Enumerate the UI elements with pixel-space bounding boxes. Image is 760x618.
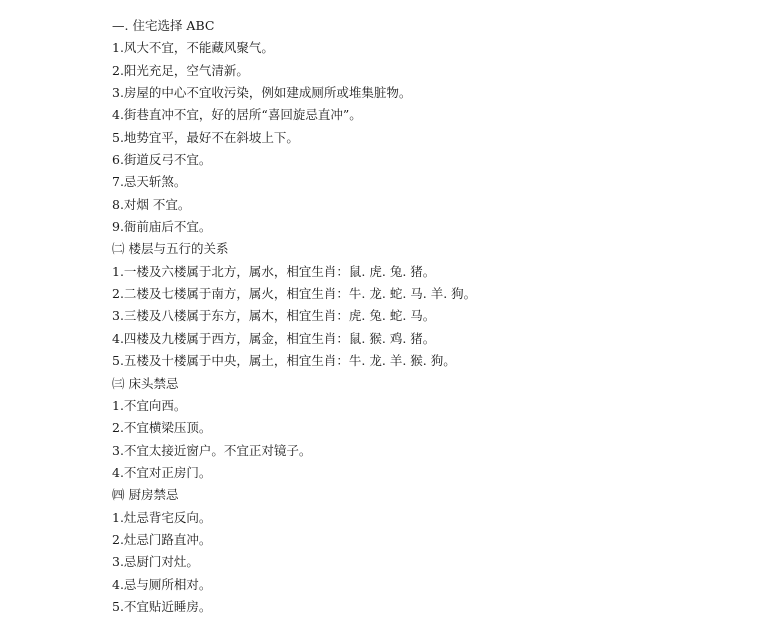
list-item: 1.灶忌背宅反向。 (112, 509, 212, 525)
list-item: 7.忌天斩煞。 (112, 174, 187, 190)
section-heading: —. 住宅选择 ABC (112, 18, 215, 33)
list-item: 1.一楼及六楼属于北方，属水，相宜生肖：鼠. 虎. 兔. 猪。 (112, 263, 436, 279)
document-body (112, 15, 732, 618)
list-item: 3.房屋的中心不宜收污染，例如建成厕所或堆集脏物。 (112, 85, 412, 101)
list-item: 4.四楼及九楼属于西方，属金，相宜生肖：鼠. 猴. 鸡. 猪。 (112, 330, 436, 346)
list-item: 1.风大不宜，不能藏风聚气。 (112, 40, 274, 56)
list-item: 5.地势宜平，最好不在斜坡上下。 (112, 129, 299, 145)
list-item: 9.衙前庙后不宜。 (112, 219, 212, 235)
section-heading: ㈢ 床头禁忌 (112, 375, 179, 391)
list-item: 4.不宜对正房门。 (112, 464, 212, 480)
list-item: 6.街道反弓不宜。 (112, 152, 212, 168)
list-item: 3.忌厨门对灶。 (112, 554, 199, 570)
list-item: 3.不宜太接近窗户。不宜正对镜子。 (112, 442, 312, 458)
list-item: 2.二楼及七楼属于南方，属火，相宜生肖：牛. 龙. 蛇. 马. 羊. 狗。 (112, 286, 477, 302)
list-item: 1.不宜向西。 (112, 397, 187, 413)
list-item: 5.五楼及十楼属于中央，属土，相宜生肖：牛. 龙. 羊. 猴. 狗。 (112, 353, 456, 369)
section-heading: ㈡ 楼层与五行的关系 (112, 241, 229, 257)
list-item: 8.对烟 不宜。 (112, 196, 191, 212)
list-item: 4.忌与厕所相对。 (112, 576, 212, 592)
section-heading: ㈣ 厨房禁忌 (112, 487, 179, 503)
list-item: 2.阳光充足，空气清新。 (112, 62, 249, 78)
list-item: 5.不宜贴近睡房。 (112, 598, 212, 614)
list-item: 2.灶忌门路直冲。 (112, 531, 212, 547)
list-item: 2.不宜横梁压顶。 (112, 420, 212, 436)
list-item: 3.三楼及八楼属于东方，属木，相宜生肖：虎. 兔. 蛇. 马。 (112, 308, 436, 324)
list-item: 4.街巷直冲不宜，好的居所“喜回旋忌直冲”。 (112, 107, 362, 123)
